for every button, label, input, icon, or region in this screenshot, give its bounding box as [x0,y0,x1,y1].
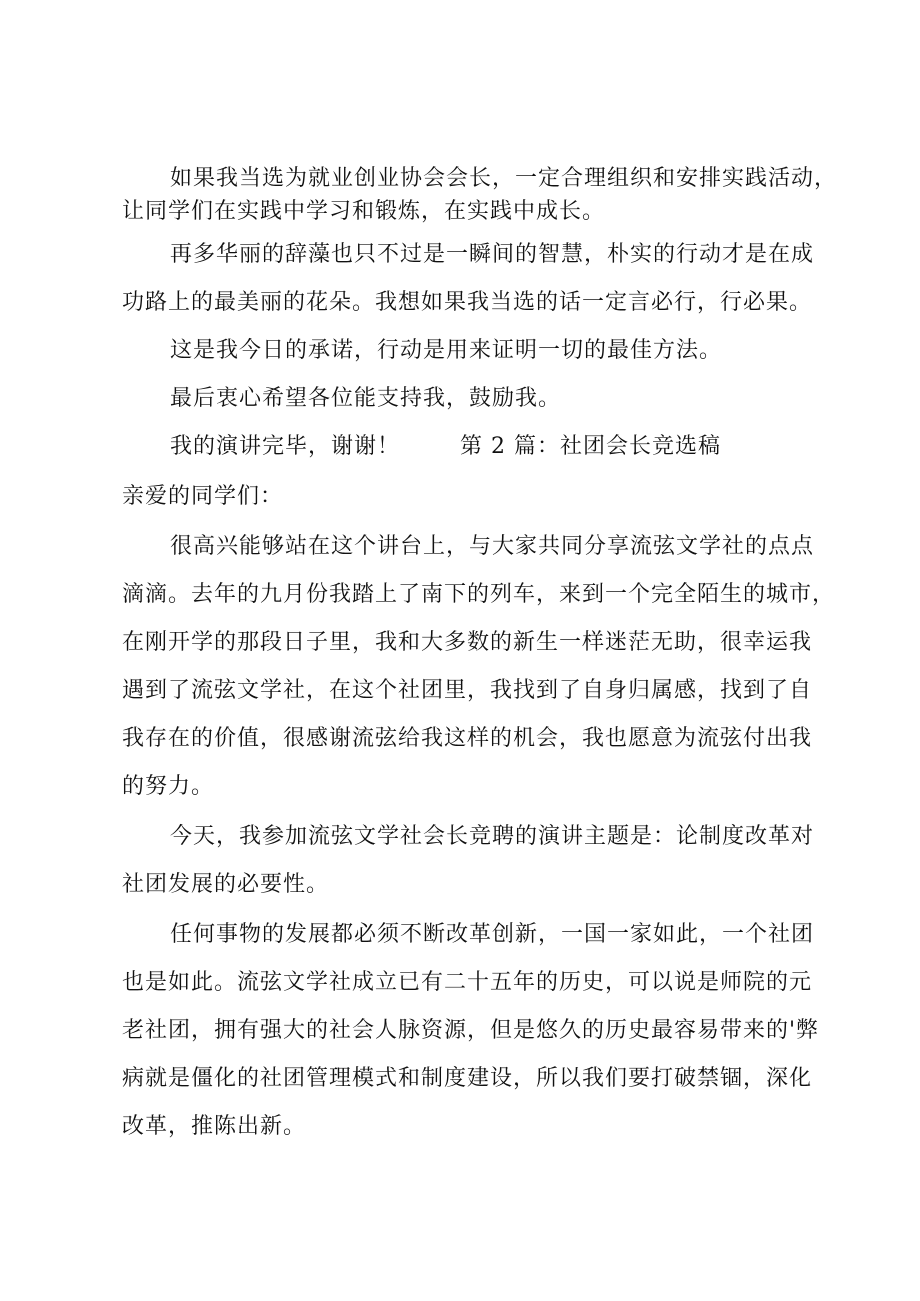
salutation: 亲爱的同学们： [122,484,284,509]
paragraph-8-line-3: 老社团，拥有强大的社会人脉资源，但是悠久的历史最容易带来的'弊 [122,1018,820,1043]
paragraph-8-line-2: 也是如此。流弦文学社成立已有二十五年的历史，可以说是师院的元 [122,970,813,995]
paragraph-2-line-1: 再多华丽的辞藻也只不过是一瞬间的智慧，朴实的行动才是在成 [170,242,815,267]
paragraph-8-line-1: 任何事物的发展都必须不断改革创新，一国一家如此，一个社团 [170,922,815,947]
paragraph-6-line-2: 滴滴。去年的九月份我踏上了南下的列车，来到一个完全陌生的城市， [122,582,836,607]
paragraph-4: 最后衷心希望各位能支持我，鼓励我。 [170,386,562,411]
paragraph-5: 我的演讲完毕，谢谢！ [170,434,401,459]
paragraph-7-line-2: 社团发展的必要性。 [122,872,330,897]
paragraph-8-line-5: 改革，推陈出新。 [122,1114,307,1139]
paragraph-7-line-1: 今天，我参加流弦文学社会长竞聘的演讲主题是：论制度改革对 [170,824,815,849]
paragraph-6-line-4: 遇到了流弦文学社，在这个社团里，我找到了自身归属感，找到了自 [122,678,813,703]
paragraph-6-line-1: 很高兴能够站在这个讲台上，与大家共同分享流弦文学社的点点 [170,534,815,559]
paragraph-3: 这是我今日的承诺，行动是用来证明一切的最佳方法。 [170,338,723,363]
paragraph-6-line-3: 在刚开学的那段日子里，我和大多数的新生一样迷茫无助，很幸运我 [122,630,813,655]
paragraph-8-line-4: 病就是僵化的社团管理模式和制度建设，所以我们要打破禁锢，深化 [122,1066,813,1091]
paragraph-1-line-2: 让同学们在实践中学习和锻炼，在实践中成长。 [122,199,606,224]
section-heading: 第 2 篇：社团会长竞选稿 [460,434,721,459]
paragraph-6-line-6: 的努力。 [122,774,215,799]
paragraph-1-line-1: 如果我当选为就业创业协会会长，一定合理组织和安排实践活动， [170,166,838,191]
paragraph-6-line-5: 我存在的价值，很感谢流弦给我这样的机会，我也愿意为流弦付出我 [122,726,813,751]
paragraph-2-line-2: 功路上的最美丽的花朵。我想如果我当选的话一定言必行，行必果。 [122,290,813,315]
